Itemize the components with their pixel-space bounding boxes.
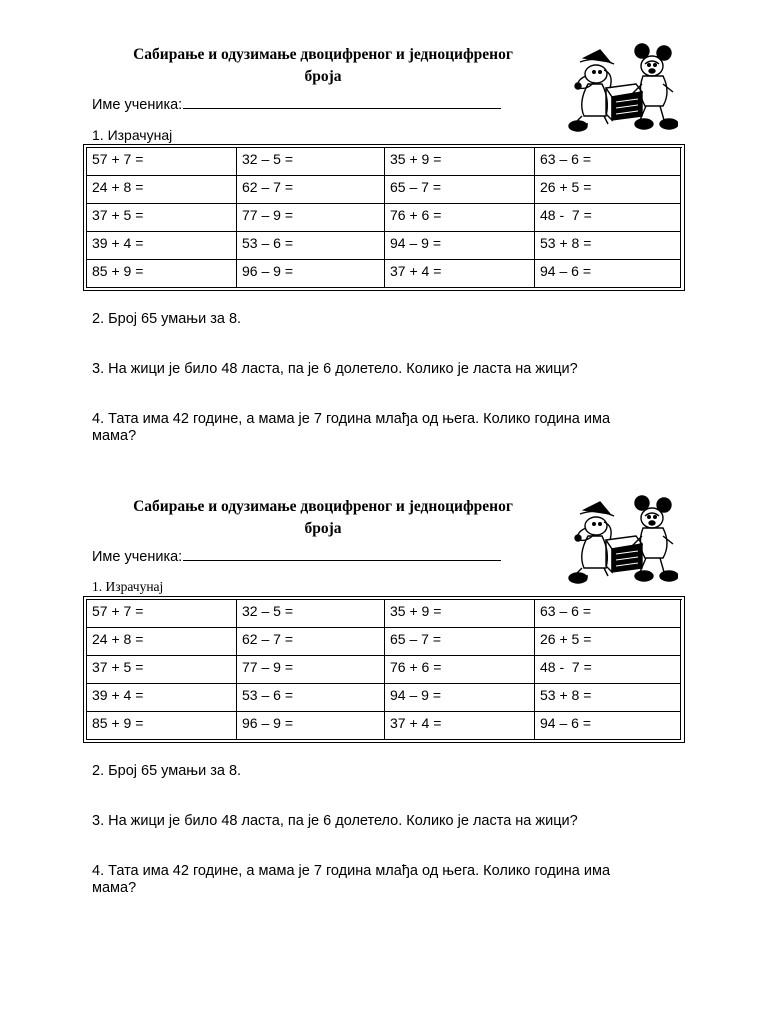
exercise-cell: 77 – 9 = (237, 656, 385, 684)
exercise-cell: 24 + 8 = (87, 628, 237, 656)
exercise-cell: 94 – 9 = (385, 684, 535, 712)
exercise-cell: 77 – 9 = (237, 204, 385, 232)
exercise-cell: 53 – 6 = (237, 684, 385, 712)
exercise-cell: 62 – 7 = (237, 628, 385, 656)
exercise-cell: 65 – 7 = (385, 176, 535, 204)
exercise-cell: 35 + 9 = (385, 600, 535, 628)
exercise-cell: 57 + 7 = (87, 600, 237, 628)
worksheet-top-container (0, 0, 768, 460)
question-3: 3. На жици је било 48 ласта, па је 6 долетело. Колико је ласта на жици? (92, 361, 578, 377)
exercise-cell: 48 - 7 = (535, 656, 681, 684)
question-2: 2. Број 65 умањи за 8. (92, 763, 242, 779)
exercise-cell: 37 + 4 = (385, 712, 535, 740)
exercise-cell: 85 + 9 = (87, 260, 237, 288)
exercise-cell: 48 - 7 = (535, 204, 681, 232)
exercise-cell: 37 + 4 = (385, 260, 535, 288)
title-line-1: Сабирање и одузимање двоцифреног и једноцифреног (133, 498, 513, 515)
exercise-cell: 76 + 6 = (385, 204, 535, 232)
student-name-line (92, 93, 501, 113)
exercise-cell: 53 + 8 = (535, 232, 681, 260)
worksheet-title (90, 496, 556, 540)
exercise-grid (83, 144, 685, 291)
exercise-cell: 85 + 9 = (87, 712, 237, 740)
question-4: 4. Тата има 42 године, а мама је 7 година млађа од њега. Колико година има мама? (92, 863, 611, 896)
question-2: 2. Број 65 умањи за 8. (92, 311, 242, 327)
exercise-cell: 37 + 5 = (87, 204, 237, 232)
exercise-cell: 62 – 7 = (237, 176, 385, 204)
exercise-cell: 53 – 6 = (237, 232, 385, 260)
student-name-label: Име ученика: (92, 549, 183, 565)
question-4: 4. Тата има 42 године, а мама је 7 година млађа од њега. Колико година има мама? (92, 411, 611, 444)
exercise-cell: 96 – 9 = (237, 260, 385, 288)
exercise-cell: 76 + 6 = (385, 656, 535, 684)
exercise-cell: 94 – 9 = (385, 232, 535, 260)
exercise-cell: 63 – 6 = (535, 148, 681, 176)
exercise-cell: 37 + 5 = (87, 656, 237, 684)
worksheet-title (90, 44, 556, 88)
exercise-cell: 57 + 7 = (87, 148, 237, 176)
exercise-cell: 24 + 8 = (87, 176, 237, 204)
student-name-blank (183, 545, 501, 561)
exercise-cell: 63 – 6 = (535, 600, 681, 628)
student-name-line (92, 545, 501, 565)
exercise-cell: 39 + 4 = (87, 232, 237, 260)
exercise-grid-inner (86, 599, 682, 740)
exercise-cell: 53 + 8 = (535, 684, 681, 712)
question-3: 3. На жици је било 48 ласта, па је 6 долетело. Колико је ласта на жици? (92, 813, 578, 829)
task-1-label: 1. Израчунај (92, 127, 173, 143)
worksheet-bottom-container (0, 452, 768, 912)
task-1-label: 1. Израчунај (92, 579, 164, 594)
student-name-label: Име ученика: (92, 97, 183, 113)
exercise-cell: 35 + 9 = (385, 148, 535, 176)
exercise-grid (83, 596, 685, 743)
title-line-1: Сабирање и одузимање двоцифреног и једноцифреног (133, 46, 513, 63)
exercise-cell: 32 – 5 = (237, 148, 385, 176)
exercise-cell: 26 + 5 = (535, 628, 681, 656)
exercise-cell: 65 – 7 = (385, 628, 535, 656)
title-line-2: броја (304, 520, 342, 537)
exercise-cell: 94 – 6 = (535, 712, 681, 740)
exercise-cell: 96 – 9 = (237, 712, 385, 740)
title-line-2: броја (304, 68, 342, 85)
exercise-grid-inner (86, 147, 682, 288)
student-name-blank (183, 93, 501, 109)
exercise-cell: 39 + 4 = (87, 684, 237, 712)
exercise-cell: 32 – 5 = (237, 600, 385, 628)
cartoon-characters-illustration-icon (566, 42, 678, 134)
exercise-cell: 26 + 5 = (535, 176, 681, 204)
cartoon-characters-illustration-icon (566, 494, 678, 586)
exercise-cell: 94 – 6 = (535, 260, 681, 288)
